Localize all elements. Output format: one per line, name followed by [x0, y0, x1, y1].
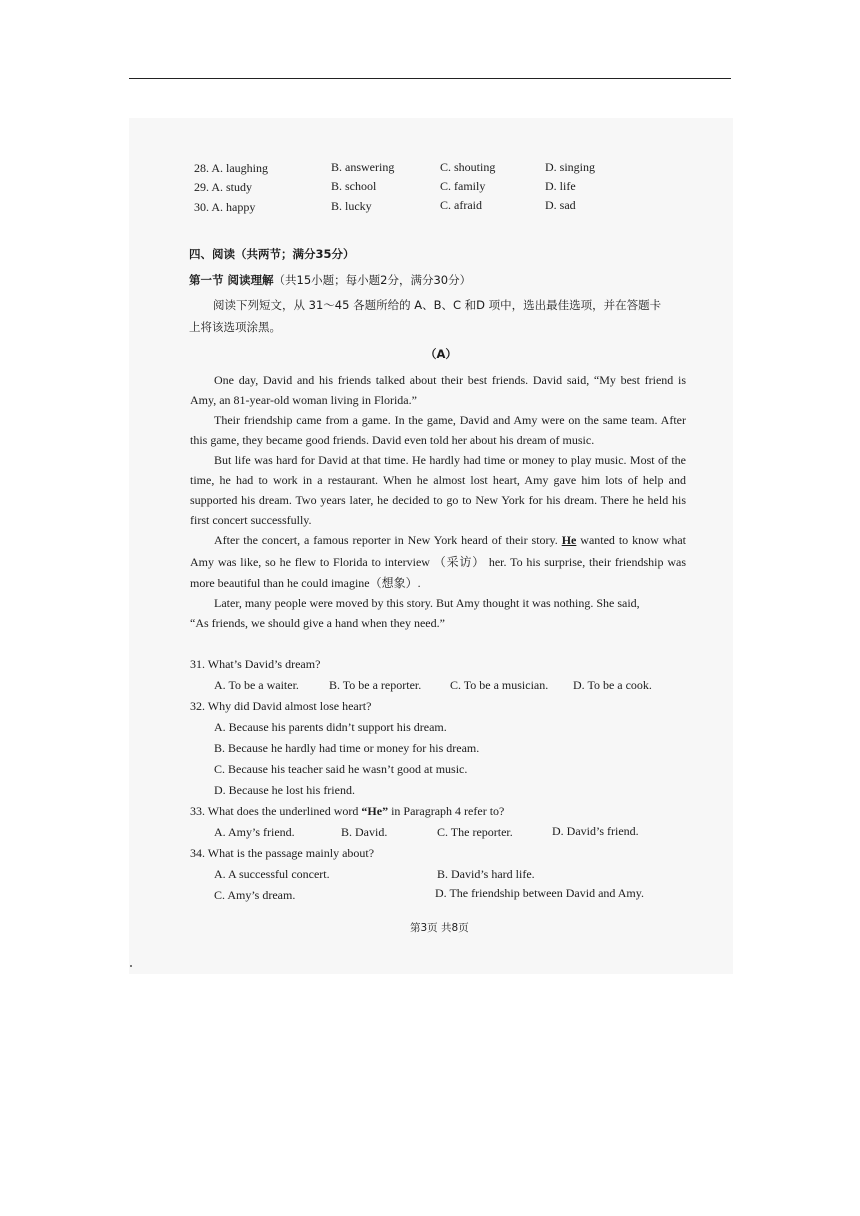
option-30-a: 30. A. happy	[194, 200, 256, 214]
question-33-option-c: C. The reporter.	[437, 825, 513, 839]
option-28-c: C. shouting	[440, 160, 496, 174]
option-28-b: B. answering	[331, 160, 395, 174]
option-28-d: D. singing	[545, 160, 596, 174]
top-rule	[129, 78, 731, 79]
option-30-c: C. afraid	[440, 198, 482, 212]
subsection-heading: 第一节 阅读理解（共15小题；每小题2分，满分30分）	[189, 273, 472, 287]
instructions-line-1: 阅读下列短文，从 31～45 各题所给的 A、B、C 和D 项中，选出最佳选项，并在答题卡	[213, 298, 662, 312]
option-29-a: 29. A. study	[194, 180, 253, 194]
option-28-a: 28. A. laughing	[194, 161, 269, 175]
question-31-stem: 31. What’s David’s dream?	[190, 657, 321, 671]
question-34-stem: 34. What is the passage mainly about?	[190, 846, 375, 860]
question-31-option-a: A. To be a waiter.	[214, 678, 299, 692]
underlined-word-he: He	[561, 533, 577, 547]
option-29-b: B. school	[331, 179, 377, 193]
option-29-c: C. family	[440, 179, 486, 193]
option-30-b: B. lucky	[331, 199, 372, 213]
paragraph-2: Their friendship came from a game. In the game, David and Amy were on the same team. After this game, they became good friends. David even told her about his dream of music.	[190, 413, 686, 447]
question-34-option-b: B. David’s hard life.	[437, 867, 535, 881]
question-32-stem: 32. Why did David almost lose heart?	[190, 699, 372, 713]
question-31-option-b: B. To be a reporter.	[329, 678, 422, 692]
scan-speck	[130, 965, 132, 967]
paragraph-4: After the concert, a famous reporter in New York heard of their story. He wanted to know what Amy was like, so he flew to Florida to interview （采访） her. To his surprise, their friendship was more beautiful than he could imagine（想象）.	[190, 533, 686, 590]
page-footer: 第3页 共8页	[410, 922, 469, 934]
passage-label: （A）	[425, 347, 457, 361]
question-34-option-c: C. Amy’s dream.	[214, 888, 296, 902]
question-33-stem: 33. What does the underlined word “He” in Paragraph 4 refer to?	[190, 804, 505, 818]
question-33-option-a: A. Amy’s friend.	[214, 825, 295, 839]
question-33-option-d: D. David’s friend.	[552, 824, 639, 838]
question-32-option-b: B. Because he hardly had time or money for his dream.	[214, 741, 480, 755]
paragraph-3: But life was hard for David at that time. He hardly had time or money to play music. Most of the time, he had to work in a restaurant. When he almost lost heart, Amy gave him lots of help and supported his dream. Two years later, he decided to go to New York for his dream. There he held his first concert successfully.	[190, 453, 686, 527]
question-32-option-d: D. Because he lost his friend.	[214, 783, 355, 797]
question-34-option-a: A. A successful concert.	[214, 867, 330, 881]
paragraph-5-line-1: Later, many people were moved by this story. But Amy thought it was nothing. She said,	[214, 596, 640, 610]
instructions-line-2: 上将该选项涂黑。	[189, 320, 281, 334]
question-32-option-a: A. Because his parents didn’t support his dream.	[214, 720, 447, 734]
section-title: 四、阅读（共两节；满分35分）	[189, 247, 355, 261]
paragraph-5-line-2: “As friends, we should give a hand when they need.”	[190, 616, 445, 630]
option-29-d: D. life	[545, 179, 576, 193]
paragraph-1: One day, David and his friends talked about their best friends. David said, “My best friend is Amy, an 81-year-old woman living in Florida.”	[190, 373, 686, 407]
question-31-option-d: D. To be a cook.	[573, 678, 652, 692]
question-32-option-c: C. Because his teacher said he wasn’t good at music.	[214, 762, 468, 776]
option-30-d: D. sad	[545, 198, 576, 212]
question-34-option-d: D. The friendship between David and Amy.	[435, 886, 644, 900]
question-31-option-c: C. To be a musician.	[450, 678, 549, 692]
question-33-option-b: B. David.	[341, 825, 388, 839]
passage-text	[190, 370, 686, 595]
